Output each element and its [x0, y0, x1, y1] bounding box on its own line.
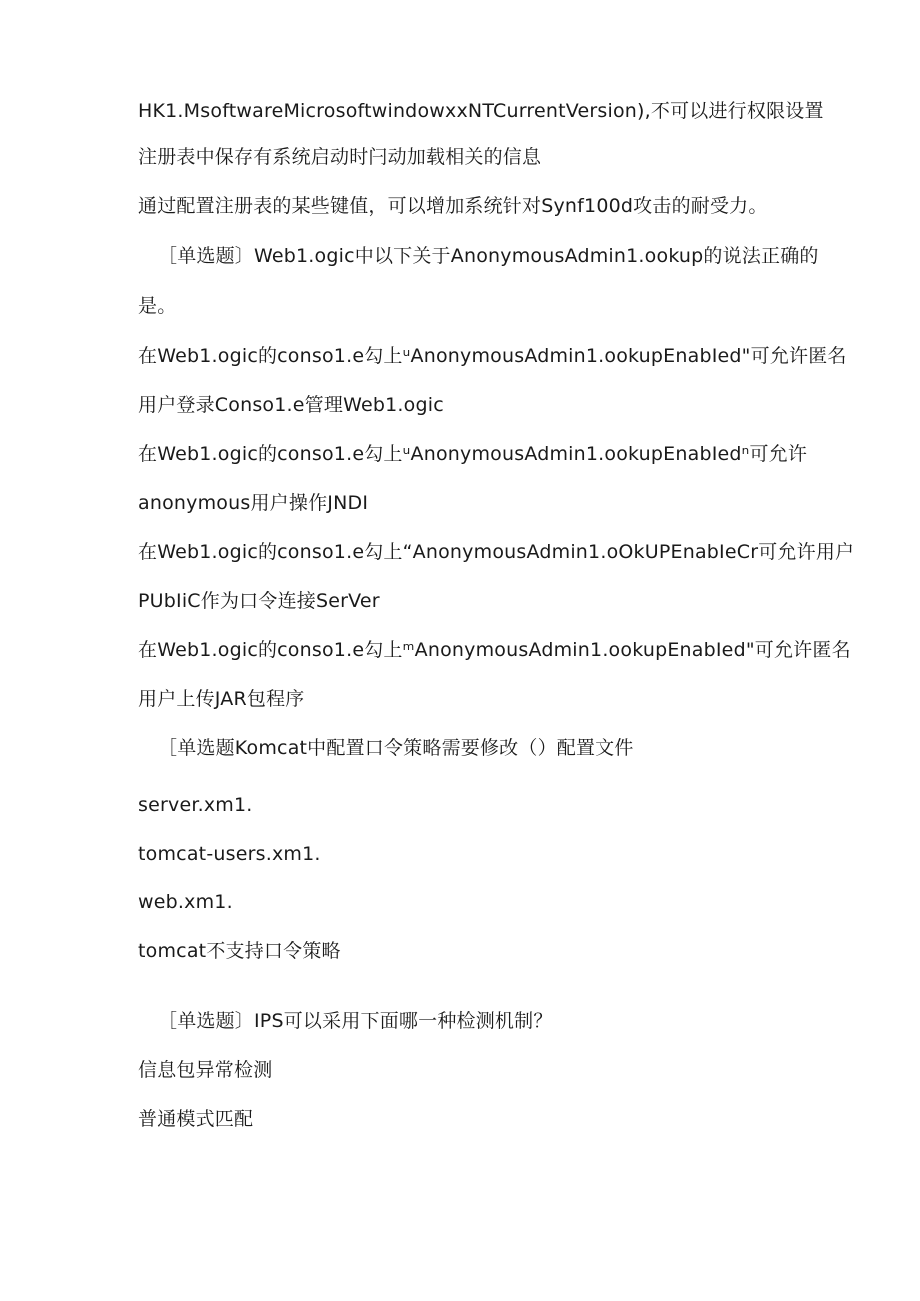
option-weblogic-d: 在Web1.ogic的conso1.e勾上ᵐAnonymousAdmin1.ookupEnabIed"可允许匿名: [138, 639, 851, 661]
text-line-registry-startup: 注册表中保存有系统启动时闩动加载相关的信息: [138, 146, 542, 168]
text-line-registry-permission: HK1.MsoftwareMicrosoftwindowxxNTCurrentVersion),不可以进行权限设置: [138, 100, 824, 122]
question-tomcat-stem: ［单选题Komcat中配置口令策略需要修改（）配置文件: [158, 737, 634, 759]
option-weblogic-b: 在Web1.ogic的conso1.e勾上ᵘAnonymousAdmin1.ookupEnabIedⁿ可允许: [138, 443, 808, 465]
option-weblogic-b-cont: anonymous用户操作JNDI: [138, 492, 369, 514]
option-tomcat-c: web.xm1.: [138, 891, 233, 913]
option-weblogic-d-cont: 用户上传JAR包程序: [138, 688, 305, 710]
option-weblogic-c-cont: PUbIiC作为口令连接SerVer: [138, 590, 380, 612]
text-line-registry-synflood: 通过配置注册表的某些键值，可以增加系统针对Synf100d攻击的耐受力。: [138, 195, 768, 217]
question-weblogic-stem-cont: 是。: [138, 295, 177, 317]
question-ips-stem: ［单选题〕IPS可以采用下面哪一种检测机制？: [158, 1010, 553, 1032]
option-weblogic-c: 在Web1.ogic的conso1.e勾上“AnonymousAdmin1.oOkUPEnabIeCr可允许用户: [138, 541, 855, 563]
option-ips-b: 普通模式匹配: [138, 1108, 254, 1130]
option-tomcat-d: tomcat不支持口令策略: [138, 940, 341, 962]
option-tomcat-a: server.xm1.: [138, 794, 253, 816]
question-weblogic-stem: ［单选题〕Web1.ogic中以下关于AnonymousAdmin1.ookup的说法正确的: [158, 245, 819, 267]
option-ips-a: 信息包异常检测: [138, 1059, 273, 1081]
option-weblogic-a-cont: 用户登录Conso1.e管理Web1.ogic: [138, 394, 444, 416]
option-weblogic-a: 在Web1.ogic的conso1.e勾上ᵘAnonymousAdmin1.ookupEnabIed"可允许匿名: [138, 345, 847, 367]
option-tomcat-b: tomcat-users.xm1.: [138, 843, 321, 865]
